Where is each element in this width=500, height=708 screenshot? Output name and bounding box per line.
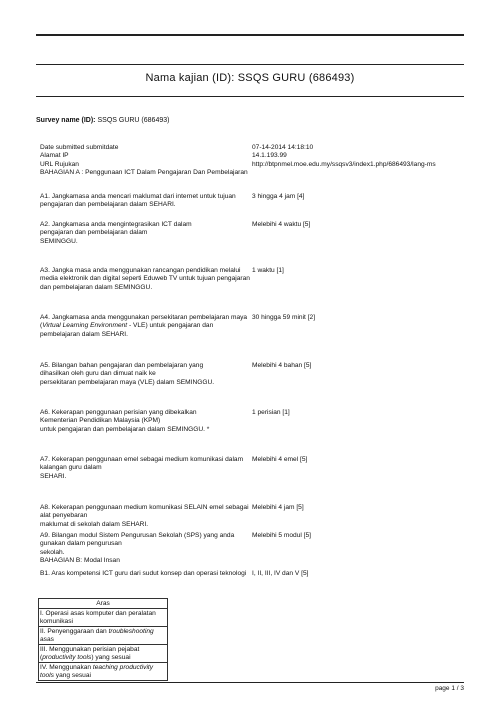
aras-row-text: II. Penyenggaraan dan bbox=[40, 627, 109, 635]
question-a5: A5. Bilangan bahan pengajaran dan pembelajaran yang dihasilkan oleh guru dan dimuat naik ke persekitaran pembelajaran maya (VLE) dalam SEMINGGU. bbox=[40, 362, 215, 386]
question-a3: A3. Jangka masa anda menggunakan rancangan pendidikan melalui media elektronik dan digital seperti Eduweb TV untuk tujuan pengajaran dan pembelajaran dalam SEMINGGU. bbox=[40, 267, 250, 291]
answer-a3: 1 waktu [1] bbox=[252, 267, 284, 274]
aras-row bbox=[39, 627, 168, 645]
question-a7: A7. Kekerapan penggunaan emel sebagai medium komunikasi dalam kalangan guru dalam SEHARI. bbox=[40, 456, 244, 480]
title-rule-bottom bbox=[36, 96, 464, 97]
aras-row-text-post: ) yang sesuai bbox=[91, 653, 131, 661]
question-a4-pre: A4. Jangkamasa anda menggunakan persekitaran pembelajaran maya ( bbox=[40, 314, 248, 330]
aras-row bbox=[39, 609, 168, 627]
answer-a9: Melebihi 5 modul [5] bbox=[252, 532, 312, 539]
title-rule-top bbox=[36, 64, 464, 65]
aras-row-text-post: asas bbox=[40, 635, 54, 643]
survey-name-label: Survey name (ID): bbox=[36, 117, 96, 124]
meta-labels: Date submitted submitdate Alamat IP URL Rujukan BAHAGIAN A : Penggunaan ICT Dalam Pengajaran Dan Pembelajaran bbox=[40, 144, 248, 177]
aras-row bbox=[39, 663, 168, 681]
page-number: page 1 / 3 bbox=[435, 685, 464, 692]
answer-a2: Melebihi 4 waktu [5] bbox=[252, 221, 311, 228]
question-a2: A2. Jangkamasa anda mengintegrasikan ICT dalam pengajaran dan pembelajaran dalam SEMINGGU. bbox=[40, 221, 192, 245]
answer-a5: Melebihi 4 bahan [5] bbox=[252, 362, 312, 369]
aras-row-text: IV. Menggunakan bbox=[40, 663, 93, 671]
footer-rule bbox=[36, 682, 464, 683]
answer-a6: 1 perisian [1] bbox=[252, 409, 290, 416]
aras-table-header: Aras bbox=[39, 599, 168, 609]
answer-a7: Melebihi 4 emel [5] bbox=[252, 456, 308, 463]
question-a4-em: Virtual Learning Environment bbox=[42, 322, 128, 330]
document-title: Nama kajian (ID): SSQS GURU (686493) bbox=[145, 72, 355, 84]
aras-row-em: teaching productivity tools bbox=[40, 663, 154, 679]
answer-b1: I, II, III, IV dan V [5] bbox=[252, 570, 309, 577]
answer-a4: 30 hingga 59 minit [2] bbox=[252, 314, 316, 321]
aras-row-em: troubleshooting bbox=[108, 627, 154, 635]
aras-row-em: productivity tools bbox=[42, 653, 92, 661]
question-a8: A8. Kekerapan penggunaan medium komunikasi SELAIN emel sebagai alat penyebaran maklumat di sekolah dalam SEHARI. bbox=[40, 504, 249, 528]
aras-table bbox=[38, 598, 168, 681]
aras-row-text: I. Operasi asas komputer dan peralatan komunikasi bbox=[40, 609, 156, 625]
aras-row-text: III. Menggunakan perisian pejabat ( bbox=[40, 645, 140, 661]
aras-row bbox=[39, 645, 168, 663]
answer-a1: 3 hingga 4 jam [4] bbox=[252, 193, 305, 200]
meta-values: 07-14-2014 14:18:10 14.1.193.99 http://btpnmel.moe.edu.my/ssqsv3/index1.php/686493/lang-ms bbox=[252, 144, 436, 168]
question-a9: A9. Bilangan modul Sistem Pengurusan Sekolah (SPS) yang anda gunakan dalam pengurusan sekolah. BAHAGIAN B: Modal Insan bbox=[40, 532, 235, 565]
question-a6: A6. Kekerapan penggunaan perisian yang dibekalkan Kementerian Pendidikan Malaysia (KPM) untuk pengajaran dan pembelajaran dalam SEMINGGU. * bbox=[40, 409, 210, 433]
survey-name-value: SSQS GURU (686493) bbox=[97, 117, 170, 124]
aras-row-text-post: yang sesuai bbox=[53, 671, 91, 679]
question-a4 bbox=[40, 314, 250, 339]
answer-a8: Melebihi 4 jam [5] bbox=[252, 504, 304, 511]
top-rule bbox=[36, 34, 464, 36]
question-a4-post: - VLE) untuk pengajaran dan pembelajaran dalam SEHARI. bbox=[40, 322, 214, 338]
survey-name bbox=[36, 117, 169, 124]
question-b1: B1. Aras kompetensi ICT guru dari sudut konsep dan operasi teknologi bbox=[40, 570, 247, 577]
question-a1: A1. Jangkamasa anda mencari maklumat dari internet untuk tujuan pengajaran dan pembelajaran dalam SEHARI. bbox=[40, 193, 236, 209]
